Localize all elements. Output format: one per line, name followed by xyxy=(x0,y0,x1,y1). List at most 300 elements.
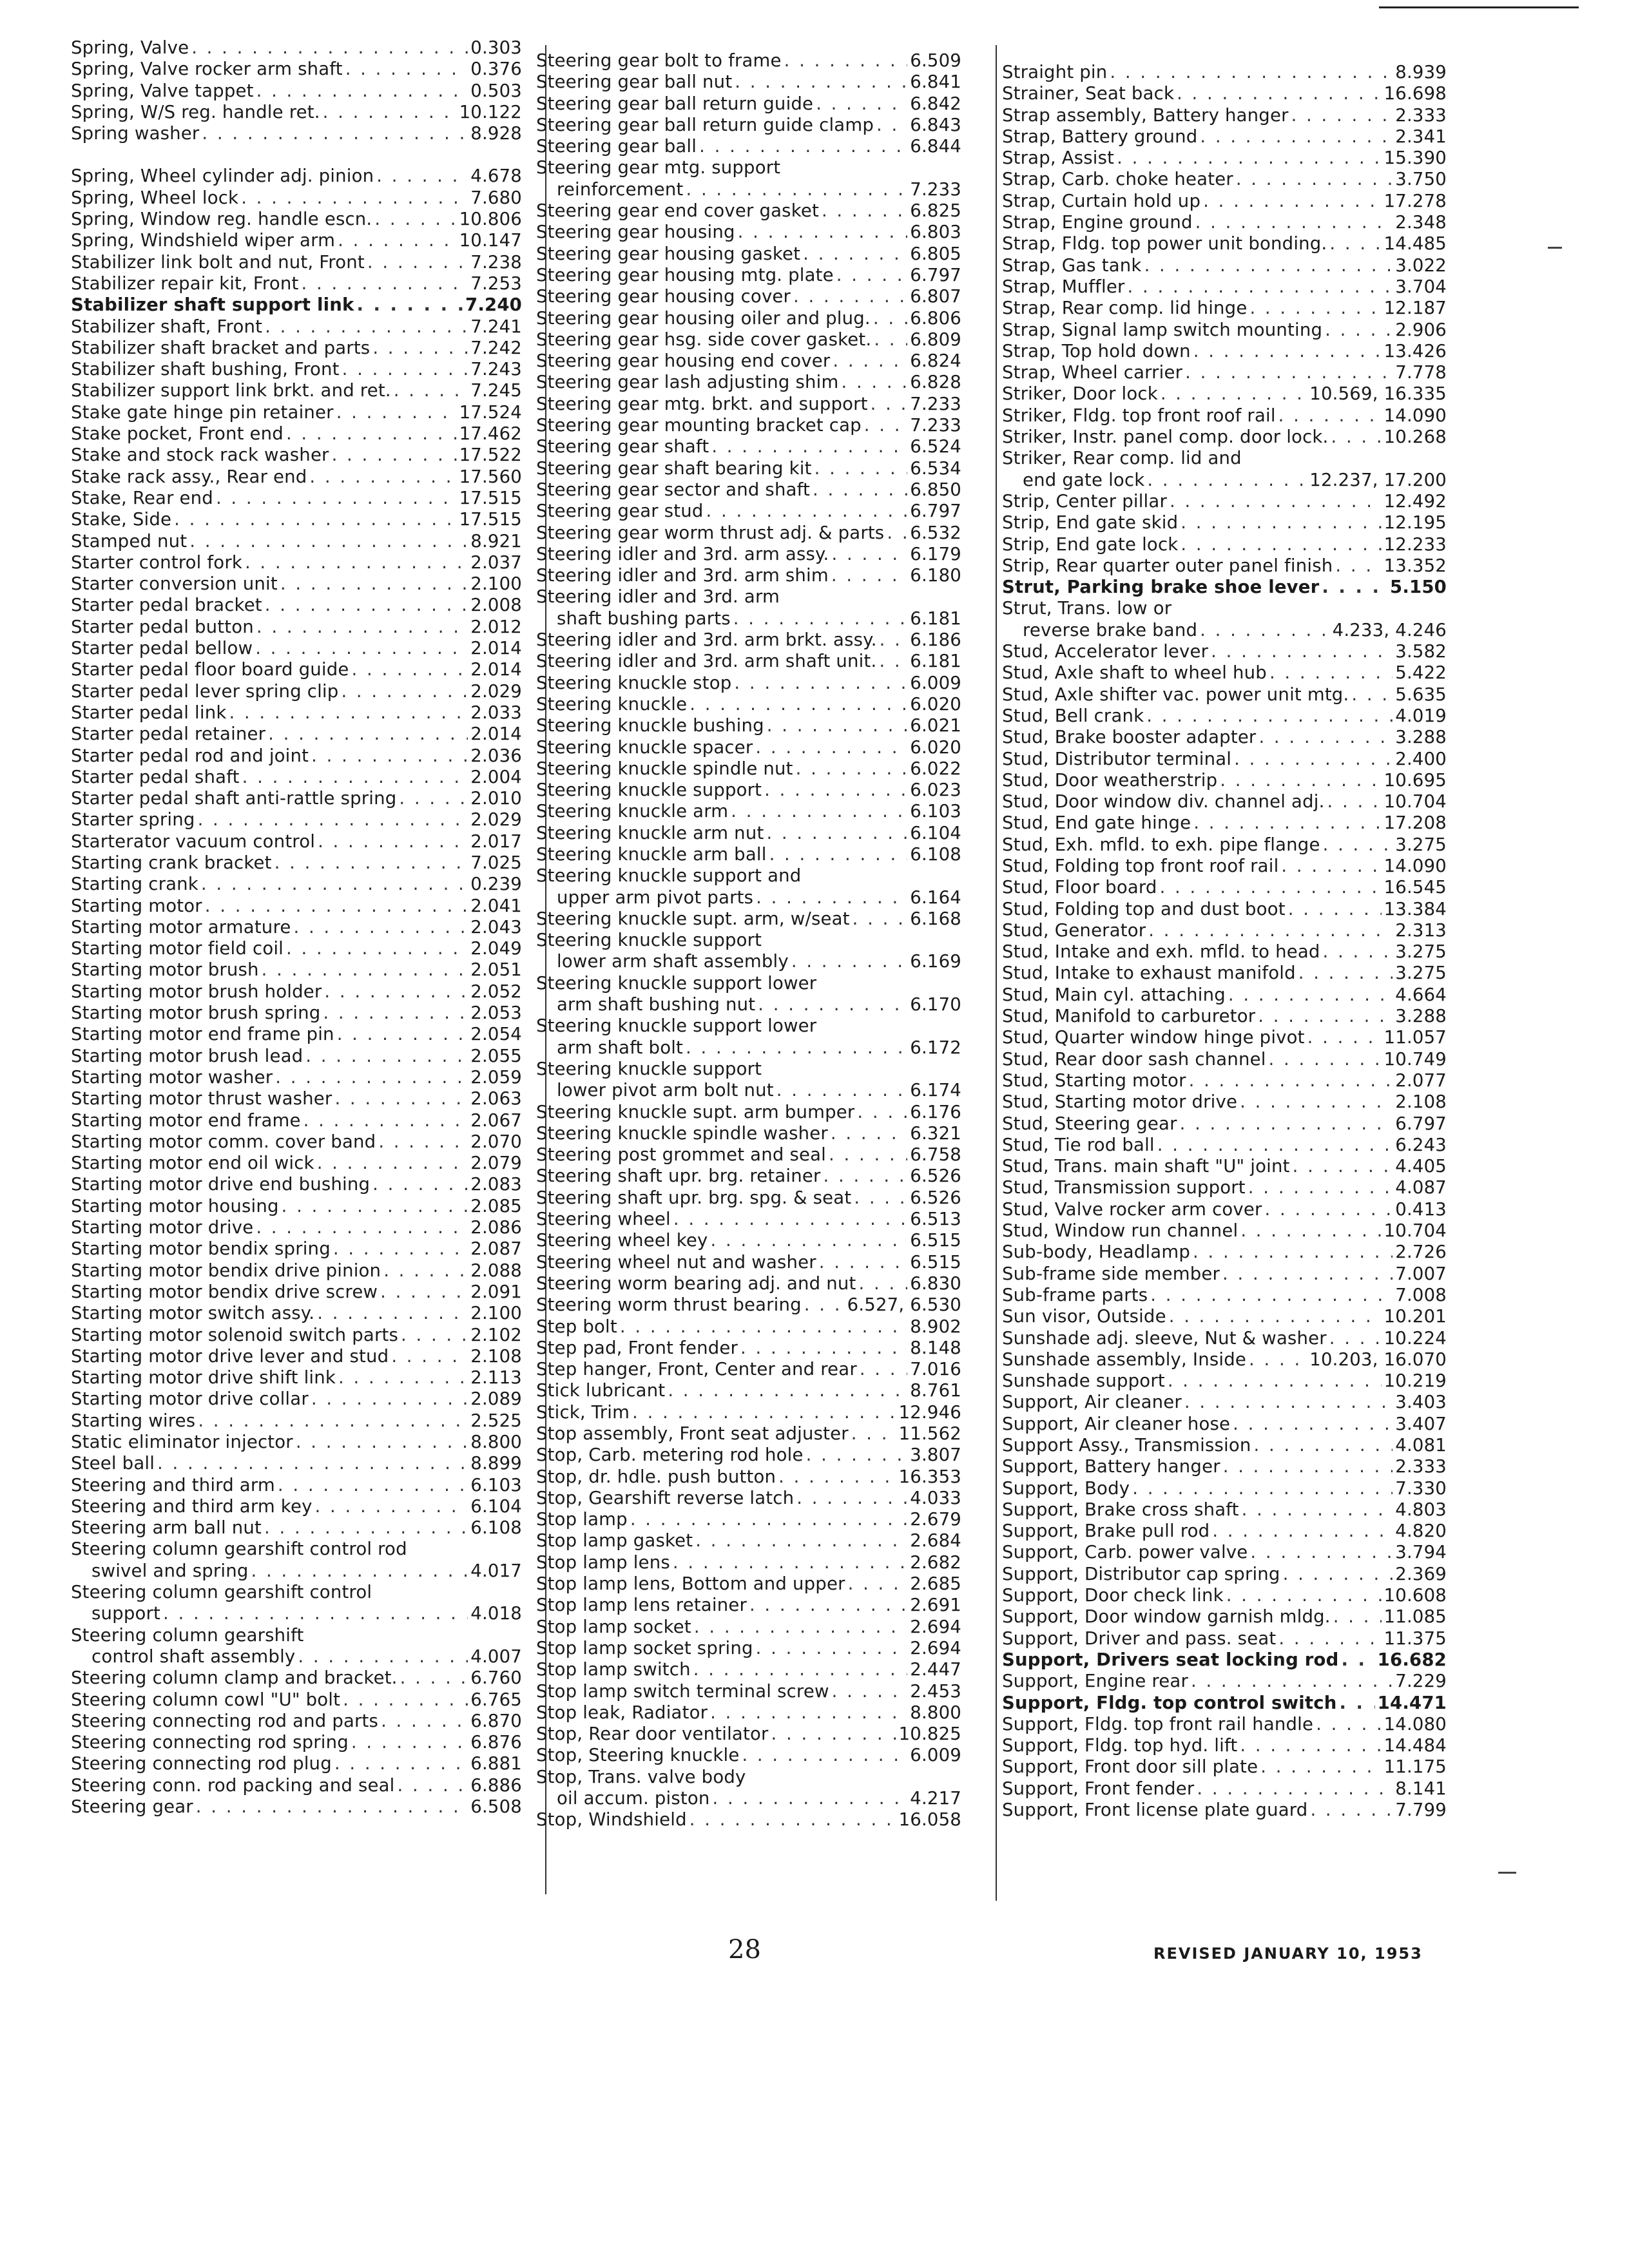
dot-leader xyxy=(706,501,908,522)
entry-name: Steering knuckle support lower xyxy=(536,972,817,994)
index-entry xyxy=(71,959,522,981)
index-entry xyxy=(1002,341,1447,362)
index-entry xyxy=(1002,1435,1447,1456)
entry-page-ref: 12.492 xyxy=(1383,490,1447,512)
index-entry xyxy=(71,166,522,187)
dot-leader xyxy=(767,715,908,736)
entry-page-ref: 6.022 xyxy=(910,758,961,779)
entry-name: Starting motor brush lead xyxy=(71,1045,304,1066)
entry-page-ref: 6.870 xyxy=(470,1710,522,1731)
index-entry xyxy=(536,586,961,608)
entry-page-ref: 2.086 xyxy=(470,1217,522,1238)
entry-name: Steering gear housing end cover xyxy=(536,351,831,372)
dot-leader xyxy=(356,294,463,316)
index-entry xyxy=(1002,1456,1447,1477)
entry-name: Starting motor drive lever and stud xyxy=(71,1345,389,1367)
entry-page-ref: 2.008 xyxy=(470,595,522,616)
index-entry xyxy=(1002,1499,1447,1521)
dot-leader xyxy=(1248,1177,1393,1198)
entry-page-ref: 3.022 xyxy=(1395,255,1447,276)
dot-leader xyxy=(1193,341,1382,362)
page-number: 28 xyxy=(728,1935,761,1965)
dot-leader xyxy=(1329,233,1381,255)
entry-name: Support, Door check link xyxy=(1002,1585,1224,1606)
index-entry xyxy=(71,1003,522,1024)
dot-leader xyxy=(1117,148,1381,169)
entry-page-ref: 8.141 xyxy=(1395,1778,1447,1799)
dot-leader xyxy=(771,1724,896,1745)
entry-name: Starting motor drive collar xyxy=(71,1389,309,1410)
entry-name: Strap assembly, Battery hanger xyxy=(1002,104,1289,126)
entry-page-ref: 7.238 xyxy=(470,251,522,273)
dot-leader xyxy=(372,1174,468,1195)
entry-name: Stabilizer shaft bracket and parts xyxy=(71,337,371,358)
entry-page-ref: 6.797 xyxy=(910,264,961,285)
entry-page-ref: 11.057 xyxy=(1383,1027,1447,1048)
entry-name: Steering worm bearing adj. and nut xyxy=(536,1273,856,1294)
entry-name: Steering knuckle support xyxy=(536,930,762,951)
entry-page-ref: 6.021 xyxy=(910,715,961,736)
dot-leader xyxy=(1193,812,1381,834)
entry-page-ref: 10.203, 16.070 xyxy=(1309,1349,1447,1370)
margin-mark xyxy=(1498,1872,1516,1874)
entry-name: Steering gear stud xyxy=(536,501,704,522)
dot-leader xyxy=(1316,1714,1381,1735)
entry-page-ref: 14.090 xyxy=(1383,855,1447,876)
dot-leader xyxy=(324,981,468,1003)
dot-leader xyxy=(803,244,907,265)
entry-page-ref: 4.803 xyxy=(1395,1499,1447,1520)
index-entry xyxy=(1002,684,1447,706)
index-entry xyxy=(1002,1564,1447,1585)
entry-page-ref: 6.806 xyxy=(910,307,961,329)
entry-page-ref: 2.083 xyxy=(470,1174,522,1195)
index-entry xyxy=(1002,920,1447,941)
dot-leader xyxy=(399,788,468,809)
entry-name: Starterator vacuum control xyxy=(71,831,316,852)
entry-name: Stabilizer link bolt and nut, Front xyxy=(71,251,365,273)
entry-page-ref: 6.172 xyxy=(910,1037,961,1058)
entry-name: Support, Fldg. top control switch xyxy=(1002,1692,1337,1713)
dot-leader xyxy=(311,1389,468,1410)
dot-leader xyxy=(1180,1113,1393,1135)
entry-name: Strainer, Seat back xyxy=(1002,83,1175,104)
entry-page-ref: 7.025 xyxy=(470,852,522,873)
dot-leader xyxy=(323,1003,468,1024)
dot-leader xyxy=(1322,577,1387,598)
entry-page-ref: 17.462 xyxy=(459,423,522,445)
entry-name: Stud, Intake and exh. mfld. to head xyxy=(1002,941,1320,963)
entry-page-ref: 13.352 xyxy=(1383,555,1447,576)
dot-leader xyxy=(742,1745,907,1766)
entry-page-ref: 6.830 xyxy=(910,1273,961,1294)
entry-name: Steering gear mtg. support xyxy=(536,157,781,178)
index-entry xyxy=(71,745,522,767)
entry-page-ref: 12.233 xyxy=(1383,533,1447,555)
entry-name: Spring, Window reg. handle escn. xyxy=(71,209,372,230)
index-entry xyxy=(71,1517,522,1539)
entry-page-ref: 0.303 xyxy=(470,37,522,58)
dot-leader xyxy=(241,187,468,209)
entry-page-ref: 6.760 xyxy=(470,1667,522,1689)
entry-page-ref: 5.150 xyxy=(1390,577,1447,598)
index-entry xyxy=(71,273,522,294)
entry-page-ref: 2.043 xyxy=(470,916,522,937)
entry-name: Steering gear housing gasket xyxy=(536,243,801,264)
dot-leader xyxy=(1236,169,1393,190)
dot-leader xyxy=(1269,662,1393,684)
entry-page-ref: 7.008 xyxy=(1395,1284,1447,1305)
entry-page-ref: 7.242 xyxy=(470,337,522,358)
dot-leader xyxy=(689,694,907,715)
index-entry xyxy=(1002,985,1447,1006)
entry-page-ref: 6.009 xyxy=(910,672,961,693)
dot-leader xyxy=(334,1753,468,1774)
entry-name: Sunshade assembly, Inside xyxy=(1002,1349,1246,1370)
index-entry xyxy=(536,908,961,930)
entry-page-ref: 3.275 xyxy=(1395,941,1447,963)
index-entry xyxy=(1002,1735,1447,1756)
entry-page-ref: 6.758 xyxy=(910,1144,961,1166)
dot-leader xyxy=(1234,749,1393,770)
entry-name: Stop, dr. hdle. push button xyxy=(536,1466,776,1487)
entry-name: reinforcement xyxy=(557,178,684,200)
entry-name: Strut, Parking brake shoe lever xyxy=(1002,577,1320,598)
dot-leader xyxy=(394,380,468,401)
dot-leader xyxy=(201,874,468,895)
index-entry xyxy=(71,466,522,488)
entry-name: Steering gear shaft bearing kit xyxy=(536,457,812,479)
index-entry xyxy=(71,1603,522,1624)
entry-name: swivel and spring xyxy=(92,1560,249,1581)
entry-name: Stud, Intake to exhaust manifold xyxy=(1002,963,1296,984)
dot-leader xyxy=(711,1230,908,1251)
entry-name: Support, Fldg. top hyd. lift xyxy=(1002,1735,1238,1756)
index-entry xyxy=(536,1102,961,1123)
entry-name: Spring, Valve tappet xyxy=(71,80,254,101)
entry-page-ref: 16.698 xyxy=(1383,83,1447,104)
dot-leader xyxy=(1291,105,1393,126)
dot-leader xyxy=(1200,620,1330,641)
entry-page-ref: 6.524 xyxy=(910,436,961,457)
dot-leader xyxy=(198,1410,468,1432)
entry-name: Stake pocket, Front end xyxy=(71,423,284,445)
entry-name: Stud, Accelerator lever xyxy=(1002,641,1209,662)
entry-page-ref: 6.176 xyxy=(910,1101,961,1122)
dot-leader xyxy=(391,1346,468,1367)
dot-leader xyxy=(1170,491,1382,512)
index-entry xyxy=(536,1037,961,1059)
entry-page-ref: 11.175 xyxy=(1383,1756,1447,1778)
entry-name: Steering knuckle arm ball xyxy=(536,843,767,865)
entry-page-ref: 7.799 xyxy=(1395,1800,1447,1821)
entry-name: Steering connecting rod and parts xyxy=(71,1710,379,1731)
entry-name: Stake gate hinge pin retainer xyxy=(71,401,334,423)
dot-leader xyxy=(734,673,907,694)
entry-page-ref: 17.524 xyxy=(459,401,522,423)
entry-page-ref: 4.664 xyxy=(1395,984,1447,1005)
entry-page-ref: 6.886 xyxy=(470,1774,522,1796)
entry-name: Stud, Axle shifter vac. power unit mtg. xyxy=(1002,684,1349,705)
index-entry xyxy=(536,50,961,72)
index-entry xyxy=(536,394,961,415)
dot-leader xyxy=(815,458,908,479)
entry-name: Steering idler and 3rd. arm assy. xyxy=(536,543,829,564)
index-entry xyxy=(1002,812,1447,834)
dot-leader xyxy=(381,1711,468,1732)
index-entry xyxy=(71,1646,522,1667)
dot-leader xyxy=(1278,405,1382,427)
entry-page-ref: 6.526 xyxy=(910,1187,961,1208)
dot-leader xyxy=(282,1196,468,1217)
entry-name: end gate lock xyxy=(1023,469,1145,490)
entry-page-ref: 6.321 xyxy=(910,1122,961,1144)
entry-page-ref: 6.174 xyxy=(910,1080,961,1101)
index-entry xyxy=(71,359,522,380)
index-entry xyxy=(71,638,522,659)
index-entry xyxy=(71,767,522,788)
index-entry xyxy=(536,1059,961,1080)
entry-page-ref: 6.104 xyxy=(910,822,961,843)
dot-leader xyxy=(796,1488,907,1509)
dot-leader xyxy=(711,436,907,457)
entry-page-ref: 6.103 xyxy=(910,801,961,822)
entry-page-ref: 2.333 xyxy=(1395,1456,1447,1477)
entry-page-ref: 10.122 xyxy=(459,101,522,122)
index-entry xyxy=(1002,491,1447,512)
entry-name: Support, Distributor cap spring xyxy=(1002,1563,1280,1584)
index-entry xyxy=(536,1015,961,1037)
index-entry xyxy=(1002,1264,1447,1285)
entry-name: Steering post grommet and seal xyxy=(536,1144,827,1166)
entry-name: Steering gear housing xyxy=(536,222,735,243)
entry-name: Stop lamp switch xyxy=(536,1659,691,1680)
entry-name: Step pad, Front fender xyxy=(536,1337,738,1358)
index-entry xyxy=(1002,662,1447,684)
entry-page-ref: 6.169 xyxy=(910,951,961,972)
entry-name: Strap, Carb. choke heater xyxy=(1002,169,1233,190)
dot-leader xyxy=(749,1595,907,1616)
dot-leader xyxy=(1249,298,1381,319)
dot-leader xyxy=(793,286,907,307)
dot-leader xyxy=(338,230,456,251)
index-entry xyxy=(536,351,961,372)
index-entry xyxy=(71,230,522,251)
entry-name: Stop lamp lens, Bottom and upper xyxy=(536,1573,845,1595)
dot-leader xyxy=(1233,1414,1393,1435)
index-entry xyxy=(71,617,522,638)
entry-name: Steering gear shaft xyxy=(536,436,709,457)
entry-name: Static eliminator injector xyxy=(71,1432,293,1452)
entry-page-ref: 7.243 xyxy=(470,359,522,380)
entry-name: Starter pedal floor board guide xyxy=(71,659,349,680)
entry-page-ref: 8.800 xyxy=(470,1432,522,1452)
dot-leader xyxy=(1242,1499,1393,1521)
index-entry xyxy=(1002,641,1447,662)
entry-name: Stop lamp lens xyxy=(536,1552,670,1573)
entry-name: Starting motor comm. cover band xyxy=(71,1131,376,1152)
index-entry xyxy=(1002,1156,1447,1177)
entry-page-ref: 4.087 xyxy=(1395,1177,1447,1198)
dot-leader xyxy=(841,372,907,393)
entry-name: Stud, Trans. main shaft "U" joint xyxy=(1002,1156,1290,1177)
index-entry xyxy=(1002,1091,1447,1113)
index-entry xyxy=(536,200,961,222)
index-entry xyxy=(536,1509,961,1530)
entry-name: Stop lamp switch terminal screw xyxy=(536,1680,829,1702)
entry-page-ref: 6.164 xyxy=(910,887,961,908)
index-entry xyxy=(536,1681,961,1702)
entry-name: Stabilizer shaft, Front xyxy=(71,316,263,337)
index-entry xyxy=(1002,1113,1447,1135)
entry-page-ref: 6.180 xyxy=(910,565,961,586)
entry-name: Stud, Distributor terminal xyxy=(1002,748,1232,769)
entry-name: arm shaft bolt xyxy=(557,1037,684,1058)
entry-page-ref: 2.453 xyxy=(910,1680,961,1702)
dot-leader xyxy=(1250,1542,1393,1563)
entry-page-ref: 2.054 xyxy=(470,1024,522,1045)
entry-page-ref: 0.413 xyxy=(1395,1198,1447,1220)
dot-leader xyxy=(216,488,457,509)
entry-name: Steering column gearshift control rod xyxy=(71,1539,407,1560)
dot-leader xyxy=(317,1153,468,1174)
index-entry xyxy=(71,1453,522,1474)
entry-page-ref: 2.694 xyxy=(910,1637,961,1658)
entry-name: Stabilizer repair kit, Front xyxy=(71,273,299,294)
entry-page-ref: 8.902 xyxy=(910,1316,961,1337)
entry-name: Stop, Gearshift reverse latch xyxy=(536,1487,795,1508)
dot-leader xyxy=(874,329,907,351)
entry-page-ref: 2.906 xyxy=(1395,319,1447,340)
index-entry xyxy=(536,1252,961,1273)
dot-leader xyxy=(367,252,468,273)
index-entry xyxy=(536,523,961,544)
entry-name: Stop lamp socket spring xyxy=(536,1637,753,1658)
index-entry xyxy=(1002,448,1447,469)
entry-page-ref: 10.695 xyxy=(1383,769,1447,791)
entry-page-ref: 6.881 xyxy=(470,1753,522,1774)
index-entry xyxy=(1002,105,1447,126)
index-entry xyxy=(1002,1542,1447,1563)
entry-name: Starting crank bracket xyxy=(71,852,272,873)
entry-name: Starter pedal bracket xyxy=(71,595,262,616)
index-entry xyxy=(536,308,961,329)
dot-leader xyxy=(205,896,468,917)
entry-page-ref: 10.704 xyxy=(1383,1220,1447,1242)
entry-name: Stud, Tie rod ball xyxy=(1002,1134,1155,1155)
index-entry xyxy=(1002,169,1447,190)
entry-name: Stop, Trans. valve body xyxy=(536,1766,746,1787)
entry-name: Strip, Rear quarter outer panel finish xyxy=(1002,555,1333,576)
index-entry xyxy=(71,37,522,59)
index-entry xyxy=(1002,1306,1447,1327)
entry-page-ref: 6.243 xyxy=(1395,1134,1447,1155)
entry-page-ref: 2.014 xyxy=(470,659,522,680)
entry-name: Strap, Muffler xyxy=(1002,276,1125,297)
dot-leader xyxy=(1203,191,1381,212)
entry-page-ref: 0.503 xyxy=(470,80,522,101)
entry-name: Steering knuckle arm nut xyxy=(536,822,764,843)
dot-leader xyxy=(189,531,468,552)
dot-leader xyxy=(337,1024,468,1045)
index-entry xyxy=(1002,1606,1447,1628)
dot-leader xyxy=(758,994,907,1015)
entry-name: Stop, Rear door ventilator xyxy=(536,1724,769,1745)
entry-page-ref: 2.014 xyxy=(470,724,522,745)
entry-page-ref: 6.513 xyxy=(910,1209,961,1230)
entry-name: Stud, End gate hinge xyxy=(1002,812,1191,834)
dot-leader xyxy=(1323,834,1393,856)
entry-name: Spring, Wheel lock xyxy=(71,187,239,208)
entry-page-ref: 6.765 xyxy=(470,1689,522,1710)
entry-page-ref: 2.691 xyxy=(910,1595,961,1616)
dot-leader xyxy=(333,1238,468,1260)
entry-page-ref: 7.007 xyxy=(1395,1263,1447,1284)
entry-page-ref: 6.108 xyxy=(470,1517,522,1539)
entry-name: Striker, Fldg. top front roof rail xyxy=(1002,405,1276,426)
entry-name: Steering knuckle spacer xyxy=(536,736,753,758)
index-entry xyxy=(1002,1585,1447,1606)
entry-name: Stud, Starting motor drive xyxy=(1002,1091,1238,1113)
dot-leader xyxy=(315,1496,468,1517)
index-entry xyxy=(536,737,961,758)
entry-page-ref: 3.582 xyxy=(1395,641,1447,662)
dot-leader xyxy=(791,951,907,972)
entry-page-ref: 11.375 xyxy=(1383,1628,1447,1649)
index-entry xyxy=(1002,1714,1447,1735)
entry-page-ref: 3.750 xyxy=(1395,169,1447,190)
entry-page-ref: 6.515 xyxy=(910,1251,961,1273)
dot-leader xyxy=(1258,727,1393,748)
entry-page-ref: 10.147 xyxy=(459,230,522,251)
entry-page-ref: 4.405 xyxy=(1395,1156,1447,1177)
index-entry xyxy=(536,436,961,457)
entry-page-ref: 4.233, 4.246 xyxy=(1332,619,1447,640)
index-entry xyxy=(536,1767,961,1788)
dot-leader xyxy=(673,1209,907,1230)
entry-name: Stud, Door window div. channel adj. xyxy=(1002,791,1325,812)
entry-name: Support, Drivers seat locking rod xyxy=(1002,1649,1339,1670)
entry-spacer xyxy=(71,144,522,166)
entry-page-ref: 14.484 xyxy=(1383,1735,1447,1756)
entry-page-ref: 6.526 xyxy=(910,1166,961,1187)
index-entry xyxy=(1002,1135,1447,1156)
entry-name: Sunshade adj. sleeve, Nut & washer xyxy=(1002,1327,1327,1349)
entry-name: Steering gear end cover gasket xyxy=(536,200,819,222)
entry-name: Steering connecting rod plug xyxy=(71,1753,332,1774)
entry-page-ref: 7.233 xyxy=(910,415,961,436)
index-entry xyxy=(1002,1027,1447,1048)
dot-leader xyxy=(311,745,468,767)
entry-page-ref: 11.562 xyxy=(898,1423,961,1444)
entry-name: Steering gear housing oiler and plug. xyxy=(536,307,871,329)
entry-page-ref: 7.330 xyxy=(1395,1477,1447,1499)
index-entry xyxy=(536,1724,961,1745)
entry-name: Starting motor switch assy. xyxy=(71,1303,315,1324)
index-entry xyxy=(71,874,522,895)
dot-leader xyxy=(1161,383,1307,405)
dot-leader xyxy=(1181,534,1381,555)
index-entry xyxy=(536,1080,961,1101)
dot-leader xyxy=(1177,83,1381,104)
entry-page-ref: 7.253 xyxy=(470,273,522,294)
index-entry xyxy=(536,1380,961,1401)
dot-leader xyxy=(848,1573,908,1595)
entry-name: Stud, Quarter window hinge pivot xyxy=(1002,1027,1305,1048)
entry-name: Starter pedal shaft anti-rattle spring xyxy=(71,788,397,809)
entry-name: Steering idler and 3rd. arm xyxy=(536,586,780,608)
dot-leader xyxy=(668,1380,907,1401)
